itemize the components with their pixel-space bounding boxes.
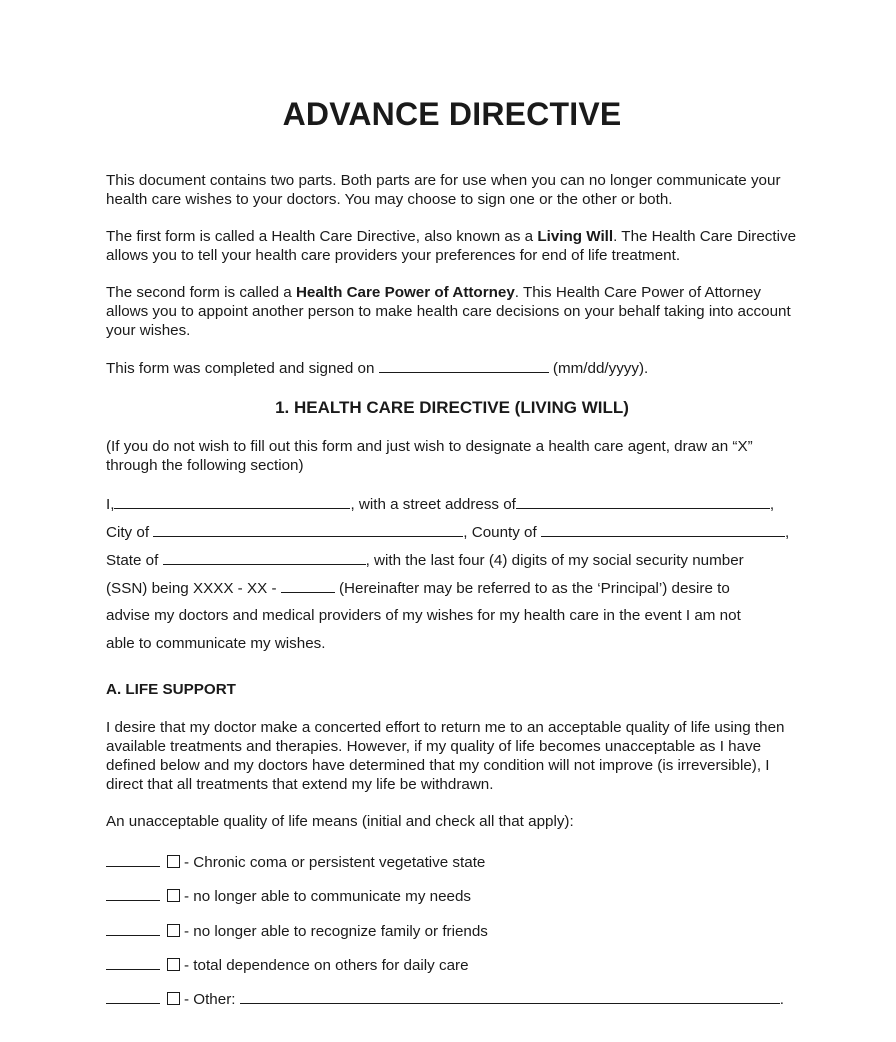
option-label: - total dependence on others for daily care — [184, 957, 469, 974]
checkbox[interactable] — [167, 855, 180, 868]
option-recognize — [106, 921, 488, 941]
advise-line: advise my doctors and medical providers of my wishes for my health care in the event I am not — [106, 607, 741, 624]
signed-date-label: This form was completed and signed on — [106, 360, 375, 377]
date-format-label: (mm/dd/yyyy). — [552, 360, 649, 377]
principal-name-field[interactable] — [114, 494, 350, 509]
checkbox[interactable] — [167, 889, 180, 902]
section-1-heading: 1. HEALTH CARE DIRECTIVE (LIVING WILL) — [275, 398, 629, 417]
checkbox[interactable] — [167, 924, 180, 937]
county-label: , County of — [463, 524, 537, 541]
other-period: . — [779, 991, 784, 1008]
principal-prefix: I, — [106, 496, 115, 513]
intro-paragraph-1: This document contains two parts. Both parts are for use when you can no longer communicate your health care wishes to your doctors. You may choose to sign one or the other or both. — [106, 172, 781, 208]
ssn-last-four-field[interactable] — [281, 578, 335, 593]
signed-date-field[interactable] — [379, 358, 549, 373]
principal-text: (Hereinafter may be referred to as the ‘Principal’) desire to — [338, 580, 730, 597]
principal-name-line: I, , with a street address of , — [106, 496, 775, 513]
initial-field[interactable] — [106, 886, 160, 901]
initial-field[interactable] — [106, 989, 160, 1004]
street-address-label: , with a street address of — [350, 496, 516, 513]
checkbox[interactable] — [167, 958, 180, 971]
state-label: State of — [106, 552, 159, 569]
city-county-line: City of , County of , — [106, 524, 790, 541]
intro-paragraph-2 — [106, 227, 798, 265]
option-dependence — [106, 955, 469, 975]
intro-paragraph-3 — [106, 283, 798, 340]
option-communicate — [106, 886, 471, 906]
intro-p2-text-end: . The Health Care Directive allows you to tell your health care providers your preferences for end of life treatment. — [106, 228, 797, 264]
option-label: - Other: — [184, 991, 236, 1008]
section-1-instruction: (If you do not wish to fill out this form and just wish to designate a health care agent, draw an “X” through the following section) — [106, 438, 753, 474]
option-label: - no longer able to recognize family or friends — [184, 923, 488, 940]
option-coma — [106, 852, 485, 872]
city-field[interactable] — [153, 522, 463, 537]
document-title: ADVANCE DIRECTIVE — [282, 96, 622, 132]
living-will-term: Living Will — [537, 228, 614, 245]
poa-term: Health Care Power of Attorney — [295, 284, 515, 301]
signed-date-line — [106, 358, 806, 378]
intro-p2-text: The first form is called a Health Care Directive, also known as a — [106, 228, 538, 245]
option-label: - no longer able to communicate my needs — [184, 888, 472, 905]
ssn-intro-text: , with the last four (4) digits of my social security number — [365, 552, 744, 569]
option-label: - Chronic coma or persistent vegetative state — [184, 854, 486, 871]
intro-p3-text: The second form is called a — [106, 284, 296, 301]
quality-of-life-intro: An unacceptable quality of life means (initial and check all that apply): — [106, 813, 574, 830]
life-support-heading: A. LIFE SUPPORT — [106, 681, 236, 698]
initial-field[interactable] — [106, 955, 160, 970]
checkbox[interactable] — [167, 992, 180, 1005]
state-line — [106, 550, 806, 570]
communicate-line: able to communicate my wishes. — [106, 635, 326, 652]
other-field[interactable] — [240, 989, 780, 1004]
city-label: City of — [106, 524, 150, 541]
ssn-line — [106, 578, 806, 598]
initial-field[interactable] — [106, 852, 160, 867]
state-field[interactable] — [163, 550, 366, 565]
intro-p3-text-end: . This Health Care Power of Attorney allows you to appoint another person to make health care decisions on your behalf taking into account your wishes. — [106, 284, 791, 339]
life-support-paragraph: I desire that my doctor make a concerted effort to return me to an acceptable quality of life using then available treatments and therapies. However, if my quality of life becomes unacceptable as I have defined below and my doctors have determined that my condition will not improve (is irreversible), I direct that all treatments that extend my life be withdrawn. — [106, 719, 785, 793]
option-other — [106, 989, 784, 1009]
street-address-field[interactable] — [516, 494, 770, 509]
ssn-label: (SSN) being XXXX - XX - — [106, 580, 277, 597]
initial-field[interactable] — [106, 921, 160, 936]
county-field[interactable] — [541, 522, 785, 537]
